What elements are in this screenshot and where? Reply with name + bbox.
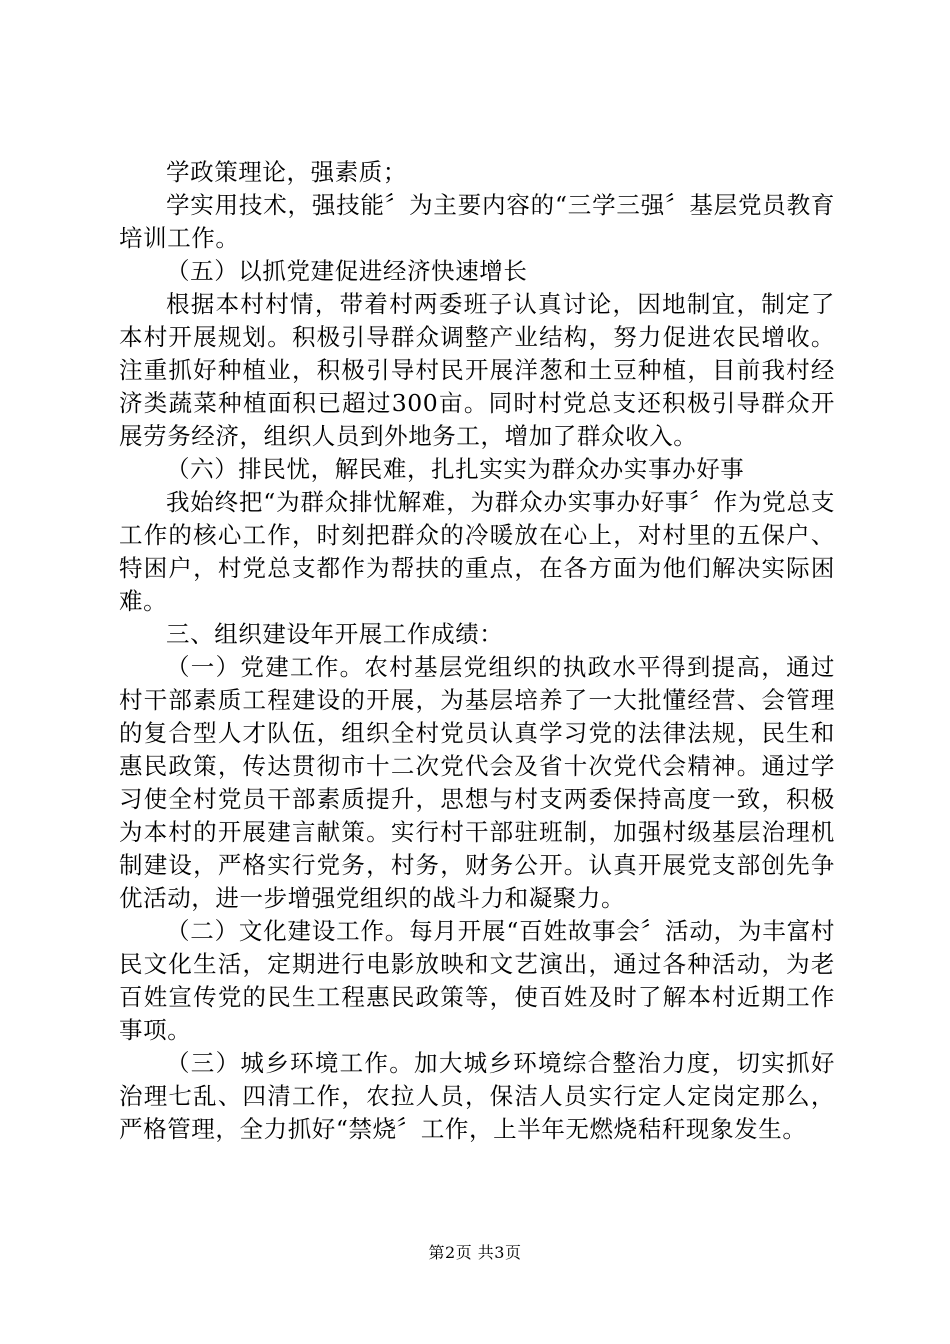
heading-section-five: （五）以抓党建促进经济快速增长	[166, 257, 528, 285]
page-number-footer: 第2页 共3页	[428, 1243, 522, 1262]
paragraph-economic-growth: 根据本村村情，带着村两委班子认真讨论，因地制宜，制定了本村开展规划。积极引导群众调整产业结构，努力促进农民增收。注重抓好种植业，积极引导村民开展洋葱和土豆种植，目前我村经济类蔬菜种植面积已超过300亩。同时村党总支还积极引导群众开展劳务经济，组织人员到外地务工，增加了群众收入。	[119, 290, 835, 450]
heading-section-six: （六）排民忧，解民难，扎扎实实为群众办实事办好事	[166, 455, 745, 483]
heading-section-three: 三、组织建设年开展工作成绩：	[166, 620, 504, 648]
paragraph-study-policy: 学政策理论，强素质；	[166, 158, 407, 186]
paragraph-study-skills: 学实用技术，强技能〞为主要内容的“三学三强〞基层党员教育培训工作。	[119, 191, 835, 252]
paragraph-environment-work: （三）城乡环境工作。加大城乡环境综合整治力度，切实抓好治理七乱、四清工作，农拉人员，保洁人员实行定人定岗定那么，严格管理，全力抓好“禁烧〞工作，上半年无燃烧秸秆现象发生。	[119, 1049, 835, 1143]
document-body	[119, 156, 835, 1146]
paragraph-party-building: （一）党建工作。农村基层党组织的执政水平得到提高，通过村干部素质工程建设的开展，为基层培养了一大批懂经营、会管理的复合型人才队伍，组织全村党员认真学习党的法律法规，民生和惠民政策，传达贯彻市十二次党代会及省十次党代会精神。通过学习使全村党员干部素质提升，思想与村支两委保持高度一致，积极为本村的开展建言献策。实行村干部驻班制，加强村级基层治理机制建设，严格实行党务，村务，财务公开。认真开展党支部创先争优活动，进一步增强党组织的战斗力和凝聚力。	[119, 653, 835, 912]
paragraph-culture-building: （二）文化建设工作。每月开展“百姓故事会〞活动，为丰富村民文化生活，定期进行电影放映和文艺演出，通过各种活动，为老百姓宣传党的民生工程惠民政策等，使百姓及时了解本村近期工作事项。	[119, 917, 835, 1044]
paragraph-serve-people: 我始终把“为群众排忧解难，为群众办实事办好事〞作为党总支工作的核心工作，时刻把群众的冷暖放在心上，对村里的五保户、特困户，村党总支都作为帮扶的重点，在各方面为他们解决实际困难。	[119, 488, 835, 615]
